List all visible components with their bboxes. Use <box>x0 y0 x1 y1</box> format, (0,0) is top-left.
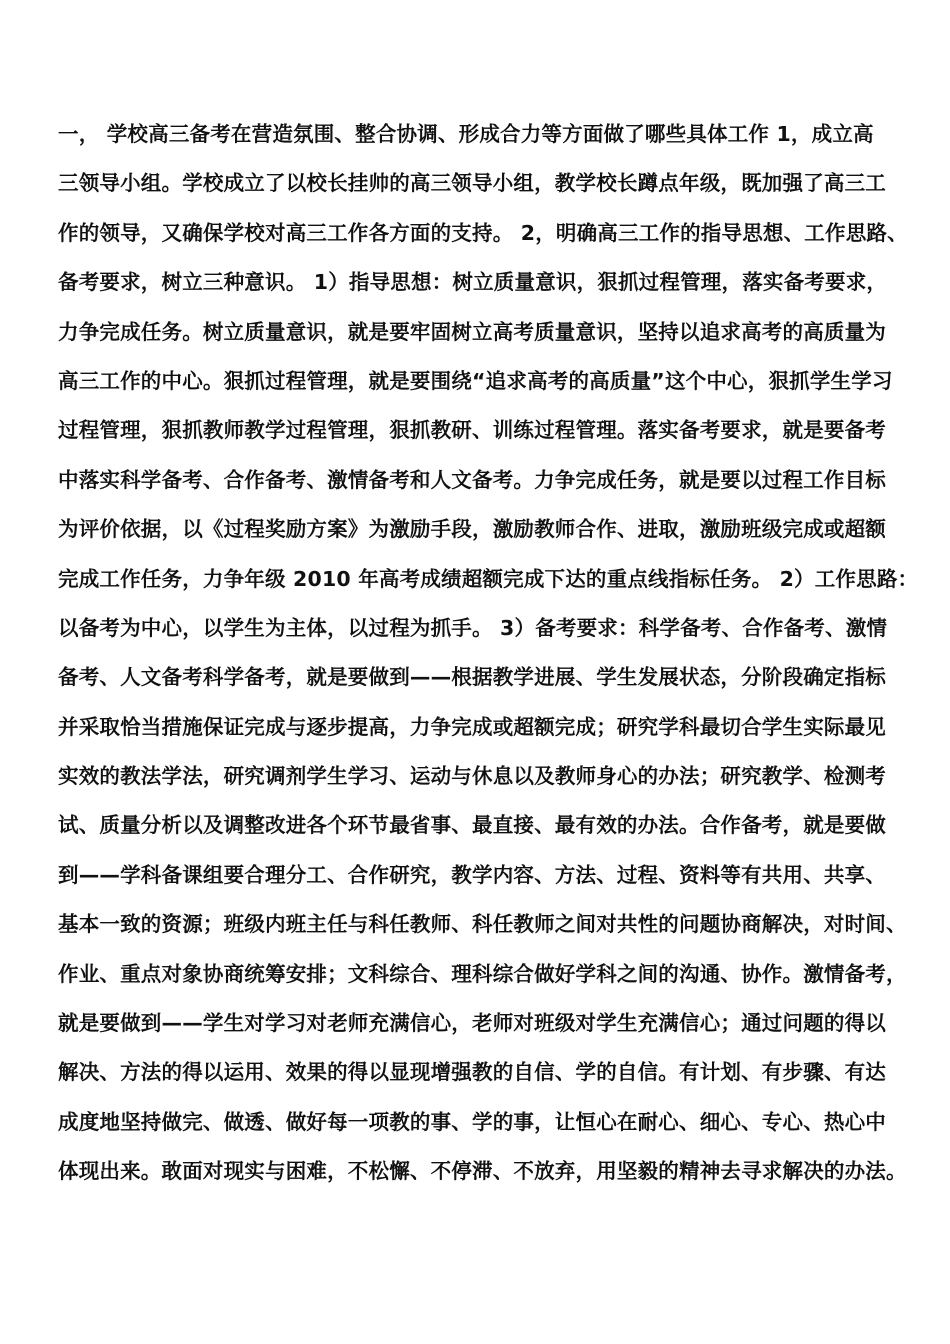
text-line: 备考要求，树立三种意识。 1）指导思想：树立质量意识，狠抓过程管理，落实备考要求， <box>58 270 888 295</box>
text-line: 成度地坚持做完、做透、做好每一项教的事、学的事，让恒心在耐心、细心、专心、热心中 <box>58 1109 886 1134</box>
text-line: 力争完成任务。树立质量意识，就是要牢固树立高考质量意识，坚持以追求高考的高质量为 <box>58 319 886 344</box>
text-line: 高三工作的中心。狠抓过程管理，就是要围绕“追求高考的高质量”这个中心，狠抓学生学习 <box>58 368 893 393</box>
paragraph <box>58 110 948 1197</box>
text-line: 就是要做到——学生对学习对老师充满信心，老师对班级对学生充满信心；通过问题的得以 <box>58 1011 886 1036</box>
text-line: 体现出来。敢面对现实与困难，不松懈、不停滞、不放弃，用坚毅的精神去寻求解决的办法。 <box>58 1159 907 1184</box>
text-line: 试、质量分析以及调整改进各个环节最省事、最直接、最有效的办法。合作备考，就是要做 <box>58 813 886 838</box>
text-line: 完成工作任务，力争年级 2010 年高考成绩超额完成下达的重点线指标任务。 2）工作思路： <box>58 566 919 591</box>
text-line: 作的领导，又确保学校对高三工作各方面的支持。 2，明确高三工作的指导思想、工作思路、 <box>58 220 908 245</box>
text-line: 一， 学校高三备考在营造氛围、整合协调、形成合力等方面做了哪些具体工作 1，成立高 <box>58 122 874 146</box>
text-line: 为评价依据，以《过程奖励方案》为激励手段，激励教师合作、进取，激励班级完成或超额 <box>58 517 886 542</box>
text-line: 解决、方法的得以运用、效果的得以显现增强教的自信、学的自信。有计划、有步骤、有达 <box>58 1060 886 1085</box>
text-line: 过程管理，狠抓教师教学过程管理，狠抓教研、训练过程管理。落实备考要求，就是要备考 <box>58 418 886 443</box>
text-line: 作业、重点对象协商统筹安排；文科综合、理科综合做好学科之间的沟通、协作。激情备考， <box>58 961 907 986</box>
text-line: 备考、人文备考科学备考，就是要做到——根据教学进展、学生发展状态，分阶段确定指标 <box>58 665 886 690</box>
text-line: 三领导小组。学校成立了以校长挂帅的高三领导小组，教学校长蹲点年级，既加强了高三工 <box>58 171 886 196</box>
text-line: 实效的教法学法，研究调剂学生学习、运动与休息以及教师身心的办法；研究教学、检测考 <box>58 764 886 789</box>
text-line: 基本一致的资源；班级内班主任与科任教师、科任教师之间对共性的问题协商解决，对时间、 <box>58 912 907 937</box>
text-line: 中落实科学备考、合作备考、激情备考和人文备考。力争完成任务，就是要以过程工作目标 <box>58 467 886 492</box>
text-line: 以备考为中心，以学生为主体，以过程为抓手。 3）备考要求：科学备考、合作备考、激情 <box>58 615 888 640</box>
text-line: 并采取恰当措施保证完成与逐步提高，力争完成或超额完成；研究学科最切合学生实际最见 <box>58 714 886 739</box>
text-line: 到——学科备课组要合理分工、合作研究，教学内容、方法、过程、资料等有共用、共享、 <box>58 862 886 887</box>
